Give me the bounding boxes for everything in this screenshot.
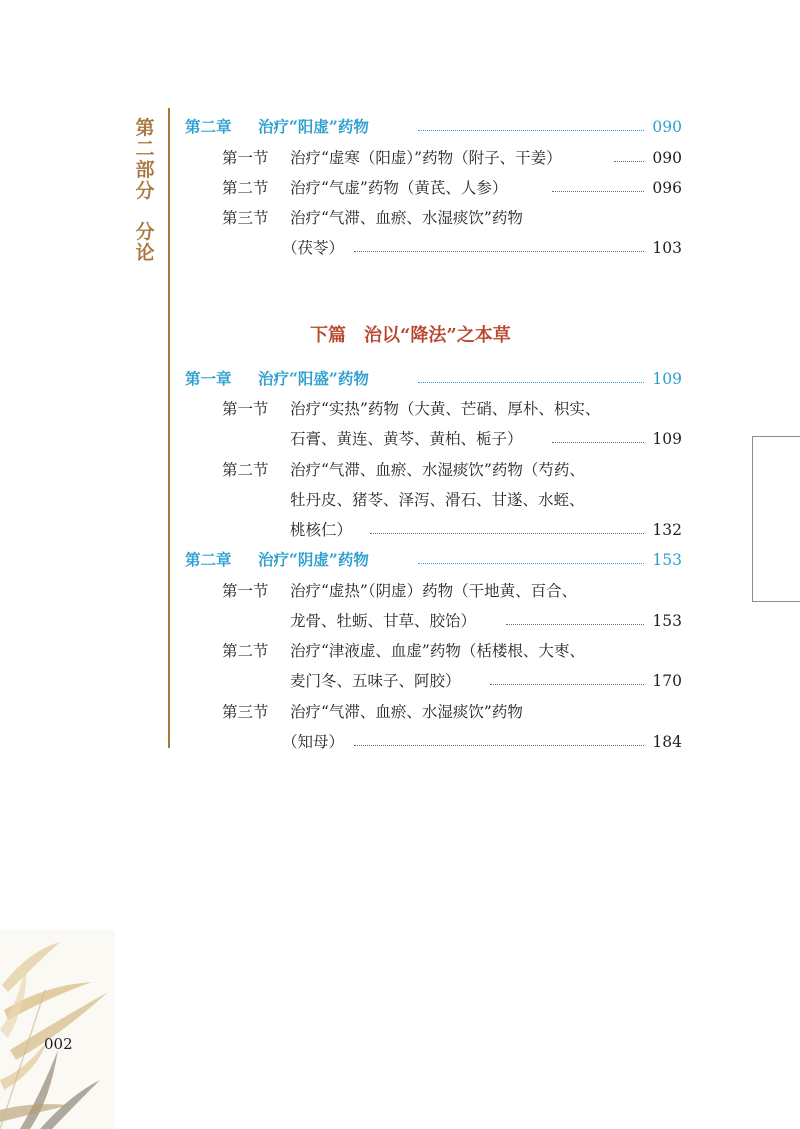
page-number: 170: [652, 672, 682, 690]
section-label: 第一节: [222, 582, 269, 600]
dot-leader: [418, 382, 644, 383]
section-title-cont: 牡丹皮、猪苓、泽泻、滑石、甘遂、水蛭、: [290, 491, 585, 509]
section-title: 治疗“气滞、血瘀、水湿痰饮”药物: [290, 209, 523, 227]
section-label: 第一节: [222, 149, 269, 167]
dot-leader: [354, 251, 644, 252]
dot-leader: [552, 442, 644, 443]
side-part-title: [134, 118, 156, 264]
edge-tab-marker: [752, 436, 800, 602]
section-label: 第二节: [222, 461, 269, 479]
page-number: 096: [652, 179, 682, 197]
section-title: 治疗“虚寒（阳虚）”药物（附子、干姜）: [290, 149, 562, 167]
page-number: 184: [652, 733, 682, 751]
page-number: 090: [652, 149, 682, 167]
chapter-label: 第二章: [185, 117, 232, 136]
dot-leader: [490, 684, 644, 685]
section-title-cont: 石膏、黄连、黄芩、黄柏、栀子）: [290, 430, 523, 448]
section-title: 治疗“气滞、血瘀、水湿痰饮”药物: [290, 703, 523, 721]
part-heading: 下篇 治以“降法”之本草: [310, 325, 511, 346]
section-label: 第三节: [222, 209, 269, 227]
section-title: 治疗“气虚”药物（黄芪、人参）: [290, 179, 508, 197]
side-title-char: 部: [135, 159, 155, 181]
dot-leader: [614, 161, 644, 162]
section-title: 治疗“气滞、血瘀、水湿痰饮”药物（芍药、: [290, 461, 585, 479]
dot-leader: [418, 563, 644, 564]
bamboo-leaves-illustration: [0, 930, 120, 1129]
side-title-char: 论: [135, 242, 155, 264]
side-title-gap: [134, 202, 156, 222]
page-number: 109: [652, 370, 682, 388]
chapter-title: 治疗“阴虚”药物: [258, 550, 369, 569]
section-title-cont: 龙骨、牡蛎、甘草、胶饴）: [290, 612, 477, 630]
section-label: 第一节: [222, 400, 269, 418]
page-number: 153: [652, 551, 682, 569]
section-title-cont: （茯苓）: [282, 239, 345, 257]
dot-leader: [370, 533, 644, 534]
page-number: 090: [652, 118, 682, 136]
page-folio-number: 002: [44, 1035, 73, 1053]
dot-leader: [354, 745, 644, 746]
side-title-char: 分: [135, 180, 155, 202]
section-title: 治疗“虚热”（阴虚）药物（干地黄、百合、: [290, 582, 578, 600]
chapter-label: 第一章: [185, 369, 232, 388]
section-title-cont: 桃核仁）: [290, 521, 353, 539]
page-number: 153: [652, 612, 682, 630]
side-title-char: 第: [135, 117, 155, 139]
section-title: 治疗“津液虚、血虚”药物（栝楼根、大枣、: [290, 642, 585, 660]
side-title-char: 分: [135, 221, 155, 243]
chapter-label: 第二章: [185, 550, 232, 569]
section-label: 第二节: [222, 179, 269, 197]
side-divider-rule: [168, 108, 170, 748]
dot-leader: [506, 624, 644, 625]
section-title: 治疗“实热”药物（大黄、芒硝、厚朴、枳实、: [290, 400, 601, 418]
dot-leader: [418, 130, 644, 131]
side-title-char: 二: [135, 138, 155, 160]
chapter-title: 治疗“阳盛”药物: [258, 369, 369, 388]
section-title-cont: （知母）: [282, 733, 345, 751]
section-label: 第三节: [222, 703, 269, 721]
page-number: 109: [652, 430, 682, 448]
page-number: 103: [652, 239, 682, 257]
page-number: 132: [652, 521, 682, 539]
chapter-title: 治疗“阳虚”药物: [258, 117, 369, 136]
dot-leader: [552, 191, 644, 192]
section-label: 第二节: [222, 642, 269, 660]
section-title-cont: 麦门冬、五味子、阿胶）: [290, 672, 461, 690]
